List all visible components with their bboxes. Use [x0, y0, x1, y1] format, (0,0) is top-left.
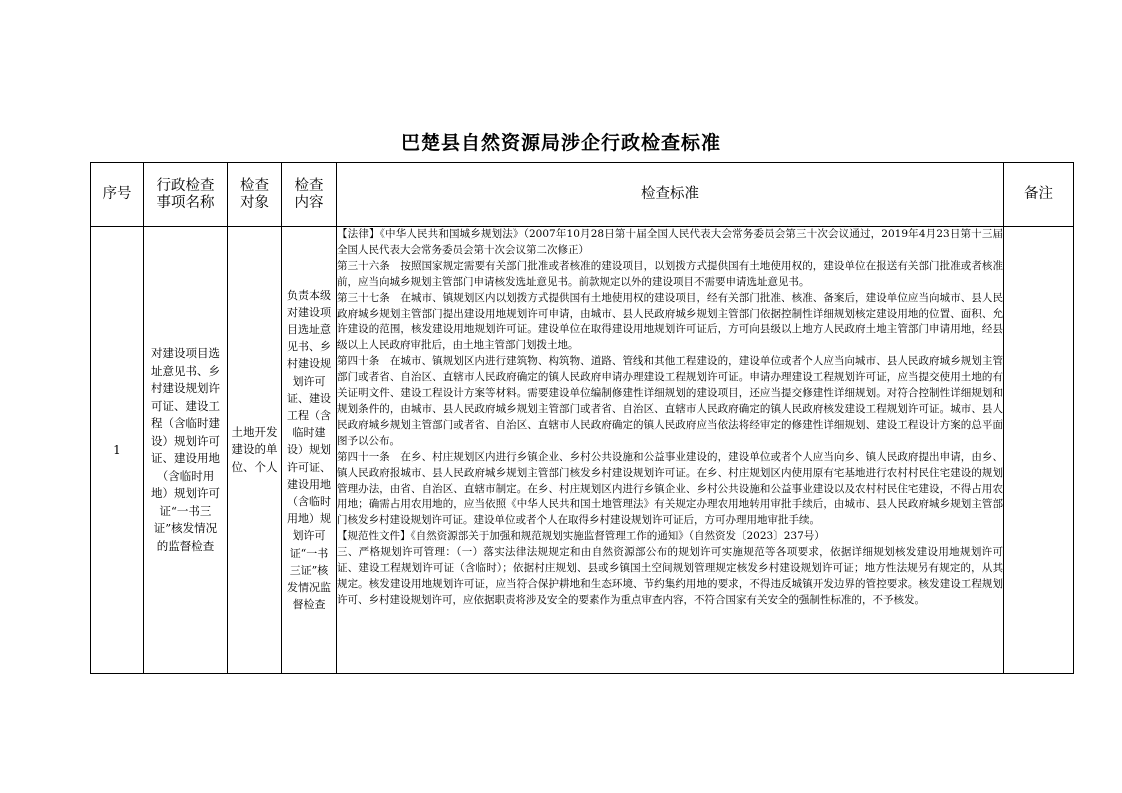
standard-article-40: 第四十条 在城市、镇规划区内进行建筑物、构筑物、道路、管线和其他工程建设的，建设单位或者个人应当向城市、县人民政府城乡规划主管部门或者省、自治区、直辖市人民政府确定的镇人民政府申请办理建设工程规划许可证。申请办理建设工程规划许可证，应当提交使用土地的有关证明文件、建设工程设计方案等材料。需要建设单位编制修建性详细规划的建设项目，还应当提交修建性详细规划。对符合控制性详细规划和规划条件的，由城市、县人民政府城乡规划主管部门或者省、自治区、直辖市人民政府确定的镇人民政府核发建设工程规划许可证。城市、县人民政府城乡规划主管部门或者省、自治区、直辖市人民政府确定的镇人民政府应当依法将经审定的修建性详细规划、建设工程设计方案的总平面图予以公布。	[337, 355, 1003, 447]
standard-law-heading: 【法律】《中华人民共和国城乡规划法》（2007年10月28日第十届全国人民代表大会常务委员会第三十次会议通过，2019年4月23日第十三届全国人民代表大会常务委员会第十次会议第二次修正）	[337, 228, 1003, 256]
header-item-text: 行政检查事项名称	[156, 177, 215, 211]
row-item-name-text: 对建设项目选址意见书、乡村建设规划许可证、建设工程（含临时建设）规划许可证、建设用地（含临时用地）规划许可证“一书三证”核发情况的监督检查	[151, 346, 220, 553]
standard-normative-doc-heading: 【规范性文件】《自然资源部关于加强和规范规划实施监督管理工作的通知》（自然资发〔2023〕237号）	[337, 530, 825, 543]
row-seq: 1	[91, 227, 144, 674]
header-target	[228, 163, 282, 227]
header-item	[144, 163, 228, 227]
row-content-text: 负责本级对建设项目选址意见书、乡村建设规划许可证、建设工程（含临时建设）规划许可证、建设用地（含临时用地）规划许可证“一书三证”核发情况监督检查	[287, 288, 331, 612]
table-row	[91, 227, 1074, 674]
header-remark: 备注	[1004, 163, 1074, 227]
row-item-name	[144, 227, 228, 674]
row-content	[282, 227, 337, 674]
standard-article-41: 第四十一条 在乡、村庄规划区内进行乡镇企业、乡村公共设施和公益事业建设的，建设单位或者个人应当向乡、镇人民政府提出申请，由乡、镇人民政府报城市、县人民政府城乡规划主管部门核发乡村建设规划许可证。在乡、村庄规划区内使用原有宅基地进行农村村民住宅建设的规划管理办法，由省、自治区、直辖市制定。在乡、村庄规划区内进行乡镇企业、乡村公共设施和公益事业建设以及农村村民住宅建设，不得占用农用地；确需占用农用地的，应当依照《中华人民共和国土地管理法》有关规定办理农用地转用审批手续后，由城市、县人民政府城乡规划主管部门核发乡村建设规划许可证。建设单位或者个人在取得乡村建设规划许可证后，方可办理用地审批手续。	[337, 450, 1003, 527]
header-seq: 序号	[91, 163, 144, 227]
standard-article-36: 第三十六条 按照国家规定需要有关部门批准或者核准的建设项目，以划拨方式提供国有土地使用权的，建设单位在报送有关部门批准或者核准前，应当向城乡规划主管部门申请核发选址意见书。前款规定以外的建设项目不需要申请选址意见书。	[337, 259, 1003, 288]
row-target	[228, 227, 282, 674]
row-target-text: 土地开发建设的单位、个人	[231, 424, 278, 474]
standard-normative-doc-section-3: 三、严格规划许可管理：（一）落实法律法规规定和由自然资源部公布的规划许可实施规范等各项要求，依据详细规划核发建设用地规划许可证、建设工程规划许可证（含临时）；依据村庄规划、县或乡镇国土空间规划管理规定核发乡村建设规划许可证；地方性法规另有规定的，从其规定。核发建设用地规划许可证，应当符合保护耕地和生态环境、节约集约用地的要求，不得违反城镇开发边界的管控要求。核发建设工程规划许可、乡村建设规划许可，应依据职责将涉及安全的要素作为重点审查内容，不符合国家有关安全的强制性标准的，不予核发。	[337, 546, 1003, 606]
row-remark	[1004, 227, 1074, 674]
header-target-text: 检查对象	[240, 177, 269, 211]
page-title: 巴楚县自然资源局涉企行政检查标准	[400, 132, 721, 154]
inspection-standard-table	[90, 162, 1074, 674]
header-content	[282, 163, 337, 227]
table-header-row	[91, 163, 1074, 227]
row-standard	[337, 227, 1004, 674]
header-standard: 检查标准	[337, 163, 1004, 227]
standard-article-37: 第三十七条 在城市、镇规划区内以划拨方式提供国有土地使用权的建设项目，经有关部门批准、核准、备案后，建设单位应当向城市、县人民政府城乡规划主管部门提出建设用地规划许可申请，由城市、县人民政府城乡规划主管部门依据控制性详细规划核定建设用地的位置、面积、允许建设的范围，核发建设用地规划许可证。建设单位在取得建设用地规划许可证后，方可向县级以上地方人民政府土地主管部门申请用地，经县级以上人民政府审批后，由土地主管部门划拨土地。	[337, 291, 1003, 352]
header-content-text: 检查内容	[294, 177, 324, 211]
